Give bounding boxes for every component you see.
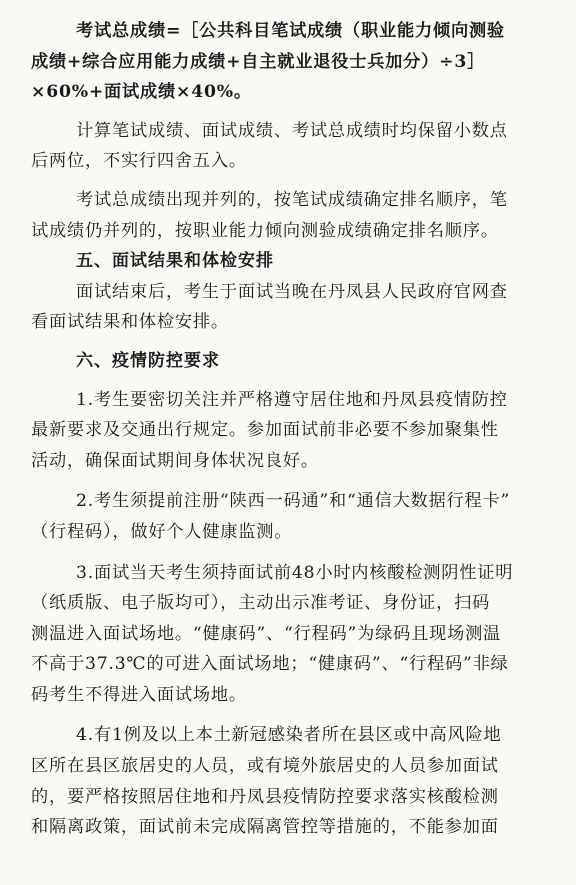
- section-heading: 五、面试结果和体检安排: [76, 251, 274, 272]
- score-formula-paragraph: [31, 16, 546, 108]
- section-heading: 六、疫情防控要求: [76, 350, 220, 371]
- text-line: 测温进入面试场地。“健康码”、“行程码”为绿码且现场测温: [31, 623, 502, 644]
- text-line: 的，要严格按照居住地和丹凤县疫情防控要求落实核酸检测: [31, 786, 499, 807]
- text-line: 计算笔试成绩、面试成绩、考试总成绩时均保留小数点: [76, 120, 508, 141]
- text-line: 和隔离政策，面试前未完成隔离管控等措施的，不能参加面: [31, 817, 499, 838]
- text-line: 看面试结果和体检安排。: [31, 312, 229, 333]
- text-line: 考试总成绩出现并列的，按笔试成绩确定排名顺序，笔: [76, 189, 508, 210]
- text-line: 活动，确保面试期间身体状况良好。: [31, 450, 319, 471]
- epidemic-item-2: [31, 486, 546, 547]
- text-line: 不高于37.3℃的可进入面试场地；“健康码”、“行程码”非绿: [31, 654, 509, 675]
- text-line: 3.面试当天考生须持面试前48小时内核酸检测阴性证明: [76, 562, 514, 583]
- text-line: 区所在县区旅居史的人员，或有境外旅居史的人员参加面试: [31, 756, 499, 777]
- text-line: 1.考生要密切关注并严格遵守居住地和丹凤县疫情防控: [76, 389, 508, 410]
- text-line: 考试总成绩=［公共科目笔试成绩（职业能力倾向测验: [76, 21, 505, 41]
- text-line: 成绩+综合应用能力成绩+自主就业退役士兵加分）÷3］: [31, 51, 486, 72]
- text-line: 后两位，不实行四舍五入。: [31, 151, 247, 172]
- epidemic-item-1: [31, 385, 546, 477]
- text-line: 码考生不得进入面试场地。: [31, 684, 247, 705]
- rounding-paragraph: [31, 116, 546, 177]
- text-line: ×60%+面试成绩×40%。: [31, 82, 252, 103]
- interview-results-paragraph: [31, 277, 546, 338]
- epidemic-item-3: [31, 558, 546, 711]
- text-line: 最新要求及交通出行规定。参加面试前非必要不参加聚集性: [31, 420, 499, 441]
- text-line: 面试结束后，考生于面试当晚在丹凤县人民政府官网查: [76, 281, 508, 302]
- text-line: （纸质版、电子版均可），主动出示准考证、身份证，扫码: [31, 593, 491, 614]
- text-line: 4.有1例及以上本土新冠感染者所在县区或中高风险地: [76, 725, 502, 746]
- tie-break-paragraph: [31, 185, 546, 246]
- text-line: （行程码），做好个人健康监测。: [31, 521, 293, 542]
- text-line: 2.考生须提前注册“陕西一码通”和“通信大数据行程卡”: [76, 491, 511, 512]
- text-line: 试成绩仍并列的，按职业能力倾向测验成绩确定排名顺序。: [31, 220, 499, 241]
- epidemic-item-4: [31, 720, 546, 842]
